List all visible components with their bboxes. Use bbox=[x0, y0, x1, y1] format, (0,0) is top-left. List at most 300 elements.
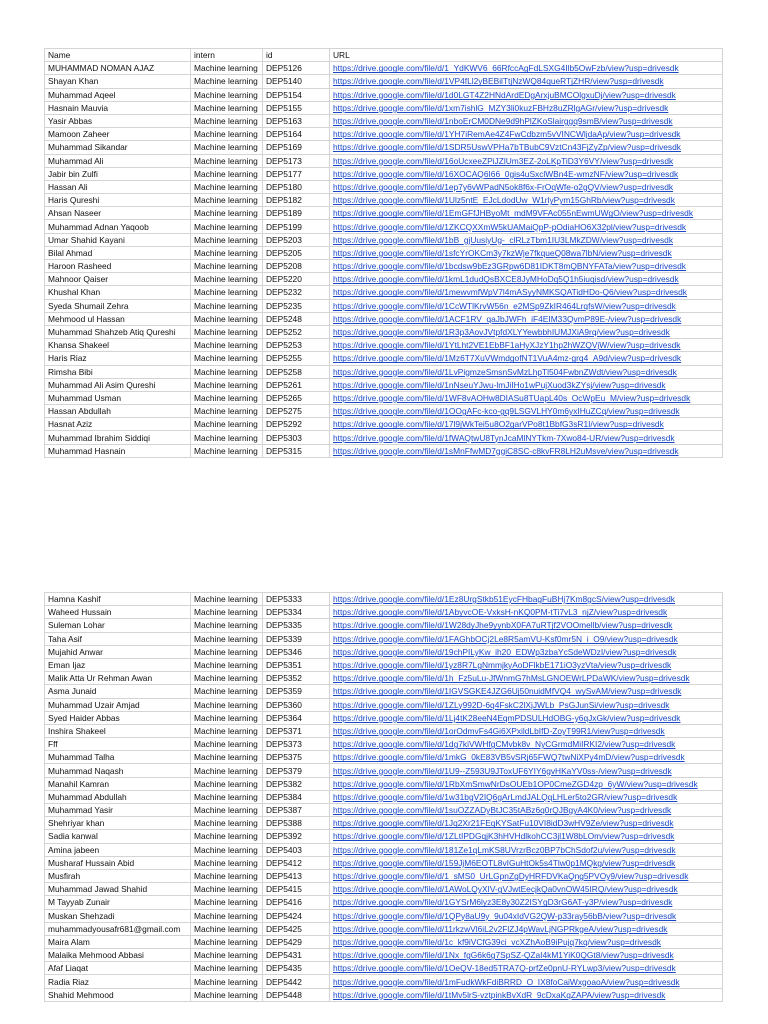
table-row bbox=[45, 711, 723, 724]
cell-url bbox=[330, 896, 723, 909]
table-row bbox=[45, 378, 723, 391]
drive-link[interactable]: https://drive.google.com/file/d/1AbyvcOE-VxksH-nKQ0PM-tTi7vL3_njZ/view?usp=drivesdk bbox=[333, 607, 668, 618]
cell-id: DEP5392 bbox=[263, 830, 330, 843]
cell-intern: Machine learning bbox=[191, 619, 263, 632]
cell-name: Malik Atta Ur Rehman Awan bbox=[45, 672, 191, 685]
cell-name: Shehriyar khan bbox=[45, 817, 191, 830]
cell-url bbox=[330, 830, 723, 843]
cell-intern: Machine learning bbox=[191, 738, 263, 751]
cell-name: Maira Alam bbox=[45, 935, 191, 948]
cell-id: DEP5415 bbox=[263, 883, 330, 896]
drive-link[interactable]: https://drive.google.com/file/d/1ep7y6vWPadN5ok8f6x-FrOqWfe-o2gQV/view?usp=drivesdk bbox=[333, 181, 674, 192]
cell-name: Ahsan Naseer bbox=[45, 207, 191, 220]
cell-id: DEP5173 bbox=[263, 154, 330, 167]
cell-intern: Machine learning bbox=[191, 658, 263, 671]
drive-link[interactable]: https://drive.google.com/file/d/1tMv5lrS-vztpinkBvXdR_9cDxaKqZAPA/view?usp=drivesdk bbox=[333, 989, 666, 1000]
drive-link[interactable]: https://drive.google.com/file/d/1dg7kiVWHfgCMvbk8v_NyCGrmdMiIRKI2/view?usp=drivesdk bbox=[333, 739, 676, 750]
drive-link[interactable]: https://drive.google.com/file/d/1Ez8UrgStkb51EycFHbagFuBHj7Km8gcS/view?usp=drivesdk bbox=[333, 594, 675, 605]
cell-intern: Machine learning bbox=[191, 645, 263, 658]
cell-id: DEP5364 bbox=[263, 711, 330, 724]
cell-url bbox=[330, 685, 723, 698]
cell-url bbox=[330, 988, 723, 1001]
cell-id: DEP5425 bbox=[263, 922, 330, 935]
cell-url bbox=[330, 154, 723, 167]
cell-id: DEP5169 bbox=[263, 141, 330, 154]
table-row bbox=[45, 141, 723, 154]
drive-link[interactable]: https://drive.google.com/file/d/1CcWTlKrvW56n_e2MSp9ZkIR464LrqfsW/view?usp=drivesdk bbox=[333, 300, 676, 311]
drive-link[interactable]: https://drive.google.com/file/d/11rkzwVl6iL2v2FlZJ4pWavLjNGPRkgeA/view?usp=drivesdk bbox=[333, 923, 668, 934]
drive-link[interactable]: https://drive.google.com/file/d/1U9--Z593U9JToxUF6YIY6gvHKaYV0ss-/view?usp=drivesdk bbox=[333, 765, 672, 776]
cell-id: DEP5252 bbox=[263, 325, 330, 338]
cell-url bbox=[330, 246, 723, 259]
cell-id: DEP5258 bbox=[263, 365, 330, 378]
table-row bbox=[45, 299, 723, 312]
cell-intern: Machine learning bbox=[191, 88, 263, 101]
cell-id: DEP5373 bbox=[263, 738, 330, 751]
drive-link[interactable]: https://drive.google.com/file/d/1xm7ishlG_MZY3li0kuzFBHz8uZRlgAGr/view?usp=drivesdk bbox=[333, 102, 669, 113]
cell-intern: Machine learning bbox=[191, 273, 263, 286]
cell-name: Syeda Shumail Zehra bbox=[45, 299, 191, 312]
drive-link[interactable]: https://drive.google.com/file/d/1_sMS0_UrLGpnZgDyHRFDVKaQng5PVOy9/view?usp=drivesdk bbox=[333, 871, 689, 882]
cell-url bbox=[330, 909, 723, 922]
cell-url bbox=[330, 804, 723, 817]
drive-link[interactable]: https://drive.google.com/file/d/1ACF1RV_qaJbJWFh_iF4EIM33QvmP89E-/view?usp=drivesdk bbox=[333, 313, 682, 324]
drive-link[interactable]: https://drive.google.com/file/d/1w31bgV2IQ6gArLmdJALQqLHLer5to2GR/view?usp=drivesdk bbox=[333, 791, 678, 802]
cell-url bbox=[330, 207, 723, 220]
cell-intern: Machine learning bbox=[191, 790, 263, 803]
cell-id: DEP5261 bbox=[263, 378, 330, 391]
cell-name: Muhammad Jawad Shahid bbox=[45, 883, 191, 896]
cell-id: DEP5346 bbox=[263, 645, 330, 658]
cell-name: Inshira Shakeel bbox=[45, 724, 191, 737]
cell-name: Muhammad Ali Asim Qureshi bbox=[45, 378, 191, 391]
cell-id: DEP5253 bbox=[263, 339, 330, 352]
cell-intern: Machine learning bbox=[191, 299, 263, 312]
table-row bbox=[45, 246, 723, 259]
table-row bbox=[45, 817, 723, 830]
table-body bbox=[45, 593, 723, 1002]
table-row bbox=[45, 431, 723, 444]
cell-id: DEP5203 bbox=[263, 233, 330, 246]
cell-intern: Machine learning bbox=[191, 896, 263, 909]
cell-id: DEP5205 bbox=[263, 246, 330, 259]
drive-link[interactable]: https://drive.google.com/file/d/1YtLht2VE1EbBF1aHyXJzY1hp2hWZQVjW/view?usp=drivesdk bbox=[333, 340, 681, 351]
cell-name: Asma Junaid bbox=[45, 685, 191, 698]
cell-url bbox=[330, 606, 723, 619]
table-row bbox=[45, 167, 723, 180]
cell-url bbox=[330, 180, 723, 193]
cell-id: DEP5435 bbox=[263, 962, 330, 975]
cell-url bbox=[330, 817, 723, 830]
cell-intern: Machine learning bbox=[191, 378, 263, 391]
table-body bbox=[45, 49, 723, 458]
cell-name: Syed Haider Abbas bbox=[45, 711, 191, 724]
drive-link[interactable]: https://drive.google.com/file/d/1W28dyJhe9yynbX0FA7uRTjf2VOOmellb/view?usp=drivesdk bbox=[333, 620, 673, 631]
cell-name: Haris Qureshi bbox=[45, 194, 191, 207]
cell-intern: Machine learning bbox=[191, 949, 263, 962]
cell-intern: Machine learning bbox=[191, 352, 263, 365]
drive-link[interactable]: https://drive.google.com/file/d/1Mz6T7XuVWmdgofNT1VuA4mz-grq4_A9d/view?usp=drivesdk bbox=[333, 353, 682, 364]
intern-table-1 bbox=[44, 48, 723, 458]
drive-link[interactable]: https://drive.google.com/file/d/16oUcxeeZPiJZlUm3EZ-2oLKpTiD3Y6VY/view?usp=drivesdk bbox=[333, 155, 674, 166]
table-row bbox=[45, 922, 723, 935]
cell-name: Muhammad Adnan Yaqoob bbox=[45, 220, 191, 233]
header-id: id bbox=[263, 49, 330, 62]
drive-link[interactable]: https://drive.google.com/file/d/1VP4fLl2yBEBilTtjNzWQ84queRTjZHR/view?usp=drivesdk bbox=[333, 76, 664, 87]
cell-intern: Machine learning bbox=[191, 764, 263, 777]
table-row bbox=[45, 869, 723, 882]
drive-link[interactable]: https://drive.google.com/file/d/16XOCAQ6I66_0gis4uSxclWBn4E-wmzNF/view?usp=drivesdk bbox=[333, 168, 679, 179]
cell-id: DEP5448 bbox=[263, 988, 330, 1001]
table-row bbox=[45, 339, 723, 352]
cell-name: Hassan Ali bbox=[45, 180, 191, 193]
header-row bbox=[45, 49, 723, 62]
table-row bbox=[45, 883, 723, 896]
cell-url bbox=[330, 632, 723, 645]
cell-id: DEP5180 bbox=[263, 180, 330, 193]
cell-intern: Machine learning bbox=[191, 418, 263, 431]
table-row bbox=[45, 233, 723, 246]
cell-intern: Machine learning bbox=[191, 777, 263, 790]
cell-url bbox=[330, 339, 723, 352]
cell-intern: Machine learning bbox=[191, 711, 263, 724]
table-row bbox=[45, 896, 723, 909]
cell-name: Musfirah bbox=[45, 869, 191, 882]
table-row bbox=[45, 273, 723, 286]
drive-link[interactable]: https://drive.google.com/file/d/1ZKCQXXmW5kUAMaiQpP-pOdiaHO6X32pl/view?usp=drivesdk bbox=[333, 221, 687, 232]
cell-url bbox=[330, 711, 723, 724]
cell-intern: Machine learning bbox=[191, 830, 263, 843]
cell-name: Muhammad Sikandar bbox=[45, 141, 191, 154]
cell-url bbox=[330, 391, 723, 404]
drive-link[interactable]: https://drive.google.com/file/d/1OOgAFc-kco-gq9LSGVLHY0m6yxIHuZCq/view?usp=drivesdk bbox=[333, 406, 680, 417]
cell-id: DEP5232 bbox=[263, 286, 330, 299]
cell-id: DEP5382 bbox=[263, 777, 330, 790]
table-row bbox=[45, 632, 723, 645]
table-row bbox=[45, 75, 723, 88]
cell-url bbox=[330, 405, 723, 418]
table-row bbox=[45, 220, 723, 233]
table-row bbox=[45, 843, 723, 856]
cell-url bbox=[330, 194, 723, 207]
cell-id: DEP5189 bbox=[263, 207, 330, 220]
cell-url bbox=[330, 273, 723, 286]
cell-url bbox=[330, 645, 723, 658]
drive-link[interactable]: https://drive.google.com/file/d/1fWAQtwU8TynJcaMlNYTkm-7Xwo84-UR/view?usp=drivesdk bbox=[333, 432, 675, 443]
drive-link[interactable]: https://drive.google.com/file/d/1Ulz5ntE_EJcLdodUw_W1rlyPym15GhRb/view?usp=drivesdk bbox=[333, 195, 675, 206]
cell-intern: Machine learning bbox=[191, 154, 263, 167]
cell-id: DEP5360 bbox=[263, 698, 330, 711]
drive-link[interactable]: https://drive.google.com/file/d/1Jq2Xr21FEqKYSatFu10VI8idD3wHV9Ze/view?usp=drivesdk bbox=[333, 818, 674, 829]
table-row bbox=[45, 606, 723, 619]
drive-link[interactable]: https://drive.google.com/file/d/1ZLtIPDGqjK3hHVHdlkohCC3jl1W8bLOm/view?usp=drivesdk bbox=[333, 831, 675, 842]
cell-name: Hassan Abdullah bbox=[45, 405, 191, 418]
drive-link[interactable]: https://drive.google.com/file/d/17l9jWkTei5u8O2garVPo8t1BbfG3sR1I/view?usp=drivesdk bbox=[333, 419, 664, 430]
cell-name: Mamoon Zaheer bbox=[45, 128, 191, 141]
drive-link[interactable]: https://drive.google.com/file/d/1mewvmfWpV7l4mASyyNMKSQATidHDo-Q6/view?usp=drivesdk bbox=[333, 287, 687, 298]
table-row bbox=[45, 724, 723, 737]
cell-id: DEP5352 bbox=[263, 672, 330, 685]
cell-name: MUHAMMAD NOMAN AJAZ bbox=[45, 62, 191, 75]
table-row bbox=[45, 988, 723, 1001]
cell-name: Hasnat Aziz bbox=[45, 418, 191, 431]
cell-intern: Machine learning bbox=[191, 325, 263, 338]
cell-url bbox=[330, 738, 723, 751]
cell-id: DEP5424 bbox=[263, 909, 330, 922]
header-intern: intern bbox=[191, 49, 263, 62]
drive-link[interactable]: https://drive.google.com/file/d/1bB_gjUusiyUg-_clRLzTbm1IU3LMkZDW/view?usp=drivesdk bbox=[333, 234, 674, 245]
cell-name: Manahil Kamran bbox=[45, 777, 191, 790]
cell-url bbox=[330, 378, 723, 391]
cell-url bbox=[330, 619, 723, 632]
drive-link[interactable]: https://drive.google.com/file/d/1bcdsw9bEz3GRpw6D81IDKT8mQBNYFATa/view?usp=drivesdk bbox=[333, 261, 686, 272]
cell-intern: Machine learning bbox=[191, 685, 263, 698]
table-row bbox=[45, 685, 723, 698]
cell-id: DEP5335 bbox=[263, 619, 330, 632]
drive-link[interactable]: https://drive.google.com/file/d/1orOdmvFs4Gi6XPxildLbIfD-ZoyT99R1/view?usp=drivesdk bbox=[333, 725, 665, 736]
cell-id: DEP5375 bbox=[263, 751, 330, 764]
drive-link[interactable]: https://drive.google.com/file/d/1mFudkWkFdiBRRD_O_IX8foCaiWxgoaoA/view?usp=drivesdk bbox=[333, 976, 680, 987]
drive-link[interactable]: https://drive.google.com/file/d/1GYSrM6lyz3E8y30Z2ISYgD3rG6AT-y3P/view?usp=drivesdk bbox=[333, 897, 673, 908]
cell-id: DEP5388 bbox=[263, 817, 330, 830]
cell-id: DEP5155 bbox=[263, 101, 330, 114]
cell-intern: Machine learning bbox=[191, 405, 263, 418]
cell-url bbox=[330, 922, 723, 935]
drive-link[interactable]: https://drive.google.com/file/d/1LvPigmzeSmsnSvMzLhpTl504FwbnZWdt/view?usp=drivesdk bbox=[333, 366, 677, 377]
cell-intern: Machine learning bbox=[191, 75, 263, 88]
cell-name: M Tayyab Zunair bbox=[45, 896, 191, 909]
drive-link[interactable]: https://drive.google.com/file/d/1Nx_fgG6k6g7SpSZ-QZaI4kM1YiK0QGt8/view?usp=drivesdk bbox=[333, 950, 674, 961]
table-row bbox=[45, 88, 723, 101]
cell-url bbox=[330, 935, 723, 948]
cell-url bbox=[330, 869, 723, 882]
cell-url bbox=[330, 444, 723, 457]
cell-name: Rimsha Bibi bbox=[45, 365, 191, 378]
cell-id: DEP5379 bbox=[263, 764, 330, 777]
drive-link[interactable]: https://drive.google.com/file/d/1IGVSGKE4JZG6Uj50nuidMfVQ4_wySvAM/view?usp=drivesdk bbox=[333, 686, 682, 697]
cell-name: Sadia kanwal bbox=[45, 830, 191, 843]
drive-link[interactable]: https://drive.google.com/file/d/1c_kf9iVCfG39ci_vcXZhAoB9iPujq7kq/view?usp=drivesdk bbox=[333, 936, 661, 947]
cell-url bbox=[330, 220, 723, 233]
cell-name: Afaf Liaqat bbox=[45, 962, 191, 975]
cell-id: DEP5387 bbox=[263, 804, 330, 817]
drive-link[interactable]: https://drive.google.com/file/d/1h_Fz5uLu-JfWnmG7hMsLGNOEWrLPDaWK/view?usp=drivesdk bbox=[333, 673, 690, 684]
cell-id: DEP5164 bbox=[263, 128, 330, 141]
cell-url bbox=[330, 128, 723, 141]
table-row bbox=[45, 645, 723, 658]
drive-link[interactable]: https://drive.google.com/file/d/159JjM6EOTL8vIGuHtOk5s4Tlw0p1MQkg/view?usp=drivesdk bbox=[333, 857, 676, 868]
table-row bbox=[45, 352, 723, 365]
drive-link[interactable]: https://drive.google.com/file/d/1FAGhbOCj2Le8R5amVU-Ksf0mr5N_i_O9/view?usp=drivesdk bbox=[333, 633, 678, 644]
cell-url bbox=[330, 260, 723, 273]
drive-link[interactable]: https://drive.google.com/file/d/1YH7iRemAe4Z4FwCdbzm5vVINCWljdaAp/view?usp=drivesdk bbox=[333, 129, 681, 140]
cell-name: Bilal Ahmad bbox=[45, 246, 191, 259]
cell-name: Eman Ijaz bbox=[45, 658, 191, 671]
cell-id: DEP5333 bbox=[263, 593, 330, 606]
cell-url bbox=[330, 698, 723, 711]
table-row bbox=[45, 751, 723, 764]
drive-link[interactable]: https://drive.google.com/file/d/1nNseuYJwu-lmJiIHo1wPujXuod3kZYsj/view?usp=drivesdk bbox=[333, 379, 666, 390]
cell-url bbox=[330, 962, 723, 975]
drive-link[interactable]: https://drive.google.com/file/d/1_YdKWV6_66RfccAgFdLSXG4Ilb5OwFzb/view?usp=drivesdk bbox=[333, 63, 679, 74]
drive-link[interactable]: https://drive.google.com/file/d/1SDR5UswVPHa7bTBubC9VztCn43FjZyZp/view?usp=drivesdk bbox=[333, 142, 681, 153]
cell-intern: Machine learning bbox=[191, 431, 263, 444]
drive-link[interactable]: https://drive.google.com/file/d/1R3p3AovJVtpfdXLYYewbbhIUMJXiA9rq/view?usp=drivesdk bbox=[333, 327, 670, 338]
drive-link[interactable]: https://drive.google.com/file/d/1yz8R7LgNmmjkyAoDFlkbE171iO3yzVta/view?usp=drivesdk bbox=[333, 660, 672, 671]
cell-id: DEP5413 bbox=[263, 869, 330, 882]
drive-link[interactable]: https://drive.google.com/file/d/1RbXmSmwNrDsOUEb1OP0CmeZGD4zp_6yW/view?usp=drivesdk bbox=[333, 778, 698, 789]
drive-link[interactable]: https://drive.google.com/file/d/1nboErCM0DNe9d9hPlZKoSlairggq9smB/view?usp=drivesdk bbox=[333, 116, 673, 127]
cell-url bbox=[330, 751, 723, 764]
drive-link[interactable]: https://drive.google.com/file/d/1ZLy992D-6q4FskC2lXjJWLb_PsGJunSi/view?usp=drivesdk bbox=[333, 699, 670, 710]
cell-name: Muhammad Ibrahim Siddiqi bbox=[45, 431, 191, 444]
cell-intern: Machine learning bbox=[191, 724, 263, 737]
cell-intern: Machine learning bbox=[191, 260, 263, 273]
cell-intern: Machine learning bbox=[191, 632, 263, 645]
table-row bbox=[45, 619, 723, 632]
table-row bbox=[45, 365, 723, 378]
cell-intern: Machine learning bbox=[191, 312, 263, 325]
header-name: Name bbox=[45, 49, 191, 62]
cell-id: DEP5248 bbox=[263, 312, 330, 325]
cell-id: DEP5403 bbox=[263, 843, 330, 856]
cell-id: DEP5292 bbox=[263, 418, 330, 431]
cell-name: Waheed Hussain bbox=[45, 606, 191, 619]
table-row bbox=[45, 593, 723, 606]
table-row bbox=[45, 962, 723, 975]
header-url: URL bbox=[330, 49, 723, 62]
cell-intern: Machine learning bbox=[191, 339, 263, 352]
cell-url bbox=[330, 233, 723, 246]
table-row bbox=[45, 207, 723, 220]
cell-id: DEP5351 bbox=[263, 658, 330, 671]
drive-link[interactable]: https://drive.google.com/file/d/19chPILyKw_ih20_EDWp3zbaYcSdeWDzI/view?usp=drivesdk bbox=[333, 646, 677, 657]
cell-name: Yasir Abbas bbox=[45, 114, 191, 127]
cell-intern: Machine learning bbox=[191, 62, 263, 75]
cell-id: DEP5431 bbox=[263, 949, 330, 962]
cell-intern: Machine learning bbox=[191, 246, 263, 259]
cell-url bbox=[330, 286, 723, 299]
cell-intern: Machine learning bbox=[191, 883, 263, 896]
cell-id: DEP5416 bbox=[263, 896, 330, 909]
cell-url bbox=[330, 352, 723, 365]
table-row bbox=[45, 405, 723, 418]
drive-link[interactable]: https://drive.google.com/file/d/1Lj4tK28eeN4EqmPDSULHdOBG-y6qJxGk/view?usp=drivesdk bbox=[333, 712, 681, 723]
cell-name: muhammadyousafr681@gmail.com bbox=[45, 922, 191, 935]
cell-intern: Machine learning bbox=[191, 167, 263, 180]
cell-name: Muhammad Hasnain bbox=[45, 444, 191, 457]
table-row bbox=[45, 391, 723, 404]
cell-intern: Machine learning bbox=[191, 869, 263, 882]
drive-link[interactable]: https://drive.google.com/file/d/1sMnFfwMD7ggiC8SC-c8kvFR8LH2uMsve/view?usp=drivesdk bbox=[333, 445, 679, 456]
drive-link[interactable]: https://drive.google.com/file/d/1d0LGT4Z2HNdArdEDgArxjuBMCOlgxuDj/view?usp=drivesdk bbox=[333, 89, 676, 100]
drive-link[interactable]: https://drive.google.com/file/d/1mkG_0kE83VB5vSRj65FWQ7twNiXPy4mD/view?usp=drivesdk bbox=[333, 752, 685, 763]
drive-link[interactable]: https://drive.google.com/file/d/1WF8vAOHw8DIASu8TUapL40s_OcWpEu_M/view?usp=drivesdk bbox=[333, 392, 691, 403]
intern-table-2 bbox=[44, 592, 723, 1002]
table-row bbox=[45, 764, 723, 777]
cell-name: Fff bbox=[45, 738, 191, 751]
table-row bbox=[45, 830, 723, 843]
cell-intern: Machine learning bbox=[191, 935, 263, 948]
cell-name: Musharaf Hussain Abid bbox=[45, 856, 191, 869]
cell-url bbox=[330, 114, 723, 127]
cell-name: Mahnoor Qaiser bbox=[45, 273, 191, 286]
cell-name: Taha Asif bbox=[45, 632, 191, 645]
cell-url bbox=[330, 75, 723, 88]
cell-name: Muskan Shehzadi bbox=[45, 909, 191, 922]
cell-id: DEP5265 bbox=[263, 391, 330, 404]
cell-name: Muhammad Ali bbox=[45, 154, 191, 167]
table-row bbox=[45, 658, 723, 671]
drive-link[interactable]: https://drive.google.com/file/d/1kmL1dudQsBXCE8JyMHoDq5Q1h5iuqisd/view?usp=drivesdk bbox=[333, 274, 679, 285]
table-row bbox=[45, 804, 723, 817]
cell-id: DEP5442 bbox=[263, 975, 330, 988]
cell-id: DEP5154 bbox=[263, 88, 330, 101]
cell-url bbox=[330, 658, 723, 671]
table-row bbox=[45, 672, 723, 685]
cell-name: Khansa Shakeel bbox=[45, 339, 191, 352]
cell-url bbox=[330, 724, 723, 737]
drive-link[interactable]: https://drive.google.com/file/d/1AWoLQyXIV-gVJwtEecjkQa0vnOW45IRQ/view?usp=drivesdk bbox=[333, 884, 678, 895]
cell-intern: Machine learning bbox=[191, 843, 263, 856]
cell-intern: Machine learning bbox=[191, 444, 263, 457]
cell-name: Hasnain Mauvia bbox=[45, 101, 191, 114]
cell-id: DEP5384 bbox=[263, 790, 330, 803]
table-row bbox=[45, 312, 723, 325]
cell-intern: Machine learning bbox=[191, 909, 263, 922]
drive-link[interactable]: https://drive.google.com/file/d/181Ze1qLmKS8UVrzrBcz0BP7bChSdof2u/view?usp=drivesdk bbox=[333, 844, 676, 855]
cell-name: Muhammad Naqash bbox=[45, 764, 191, 777]
cell-name: Shahid Mehmood bbox=[45, 988, 191, 1001]
cell-intern: Machine learning bbox=[191, 114, 263, 127]
cell-intern: Machine learning bbox=[191, 220, 263, 233]
cell-intern: Machine learning bbox=[191, 286, 263, 299]
cell-url bbox=[330, 365, 723, 378]
cell-name: Muhammad Uzair Amjad bbox=[45, 698, 191, 711]
cell-url bbox=[330, 62, 723, 75]
cell-name: Khushal Khan bbox=[45, 286, 191, 299]
cell-intern: Machine learning bbox=[191, 804, 263, 817]
cell-intern: Machine learning bbox=[191, 593, 263, 606]
cell-name: Amina jabeen bbox=[45, 843, 191, 856]
table-row bbox=[45, 194, 723, 207]
cell-intern: Machine learning bbox=[191, 856, 263, 869]
cell-url bbox=[330, 764, 723, 777]
drive-link[interactable]: https://drive.google.com/file/d/1OeQV-18ed5TRA7Q-prfZe0pnU-RYLwp3/view?usp=drivesdk bbox=[333, 963, 676, 974]
cell-id: DEP5163 bbox=[263, 114, 330, 127]
cell-intern: Machine learning bbox=[191, 233, 263, 246]
table-row bbox=[45, 935, 723, 948]
cell-intern: Machine learning bbox=[191, 365, 263, 378]
cell-id: DEP5199 bbox=[263, 220, 330, 233]
drive-link[interactable]: https://drive.google.com/file/d/1suOZZADyBtJC35tABz6q0rQJBgyA4K0/view?usp=drivesdk bbox=[333, 805, 672, 816]
table-row bbox=[45, 325, 723, 338]
drive-link[interactable]: https://drive.google.com/file/d/1QPy8aU9y_9u04xIdVG2QW-p33ray56bB/view?usp=drivesdk bbox=[333, 910, 677, 921]
cell-name: Mujahid Anwar bbox=[45, 645, 191, 658]
cell-intern: Machine learning bbox=[191, 194, 263, 207]
cell-url bbox=[330, 167, 723, 180]
cell-name: Muhammad Aqeel bbox=[45, 88, 191, 101]
cell-name: Muhammad Usman bbox=[45, 391, 191, 404]
cell-id: DEP5315 bbox=[263, 444, 330, 457]
cell-name: Muhammad Yasir bbox=[45, 804, 191, 817]
cell-id: DEP5334 bbox=[263, 606, 330, 619]
drive-link[interactable]: https://drive.google.com/file/d/1sfcYrOKCm3y7kzWje7fkqueQ08wa7lbN/view?usp=drivesdk bbox=[333, 247, 672, 258]
cell-id: DEP5429 bbox=[263, 935, 330, 948]
cell-url bbox=[330, 431, 723, 444]
drive-link[interactable]: https://drive.google.com/file/d/1EmGFfJHByoMt_mdM9VFAc055nEwmUWgO/view?usp=drivesdk bbox=[333, 208, 694, 219]
cell-id: DEP5359 bbox=[263, 685, 330, 698]
